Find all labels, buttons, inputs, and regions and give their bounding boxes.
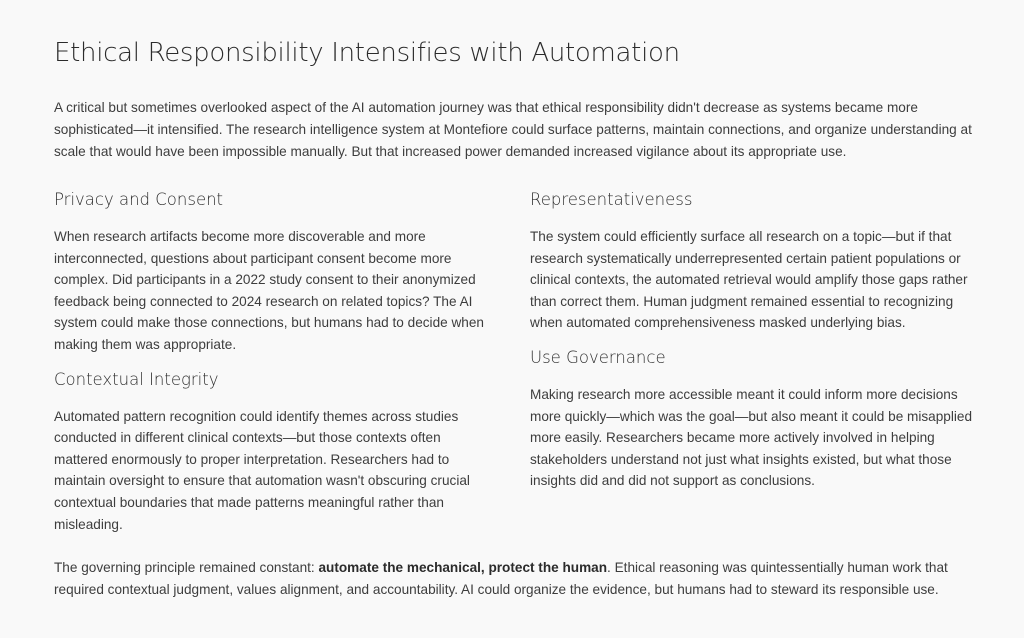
closing-emphasis: automate the mechanical, protect the human [318,560,608,575]
intro-paragraph: A critical but sometimes overlooked aspect of the AI automation journey was that ethical responsibility didn't decrease as systems became more sophisticated—it intensified. The research intelligence system at Montefiore could surface patterns, maintain connections, and organize understanding at scale that would have been impossible manually. But that increased power demanded increased vigilance about its appropriate use. [54,100,972,159]
section-body-privacy: When research artifacts become more discoverable and more interconnected, questions about participant consent become more complex. Did participants in a 2022 study consent to their anonymized feedback being connected to 2024 research on related topics? The AI system could make those connections, but humans had to decide when making them was appropriate. [54,229,484,352]
closing-paragraph [54,557,974,601]
section-body-representativeness: The system could efficiently surface all research on a topic—but if that research systematically underrepresented certain patient populations or clinical contexts, the automated retrieval would amplify those gaps rather than correct them. Human judgment remained essential to recognizing when automated comprehensiveness masked underlying bias. [530,229,968,331]
section-heading-privacy: Privacy and Consent [54,190,224,209]
right-column [530,188,975,504]
section-representativeness [530,188,975,334]
closing-lead: The governing principle remained constant: [54,560,319,575]
section-privacy-consent [54,188,494,356]
section-contextual-integrity [54,368,494,536]
section-heading-contextual: Contextual Integrity [54,369,219,389]
section-heading-representativeness: Representativeness [530,190,693,209]
page-title: Ethical Responsibility Intensifies with Automation [54,38,680,68]
section-body-governance: Making research more accessible meant it could inform more decisions more quickly—which was the goal—but also meant it could be misapplied more easily. Researchers became more actively involved in helping stakeholders understand not just what insights existed, but what those insights did and did not support as conclusions. [530,386,973,489]
closing-tail: . Ethical reasoning was quintessentially human work that required contextual judgment, values alignment, and accountability. AI could organize the evidence, but humans had to steward its responsible use. [54,560,948,597]
section-body-contextual: Automated pattern recognition could identify themes across studies conducted in different clinical contexts—but those contexts often mattered enormously to proper interpretation. Researchers had to maintain oversight to ensure that automation wasn't obscuring crucial contextual boundaries that made patterns meaningful rather than misleading. [54,408,470,532]
left-column [54,188,494,547]
section-heading-governance: Use Governance [530,347,666,367]
section-use-governance [530,346,975,492]
